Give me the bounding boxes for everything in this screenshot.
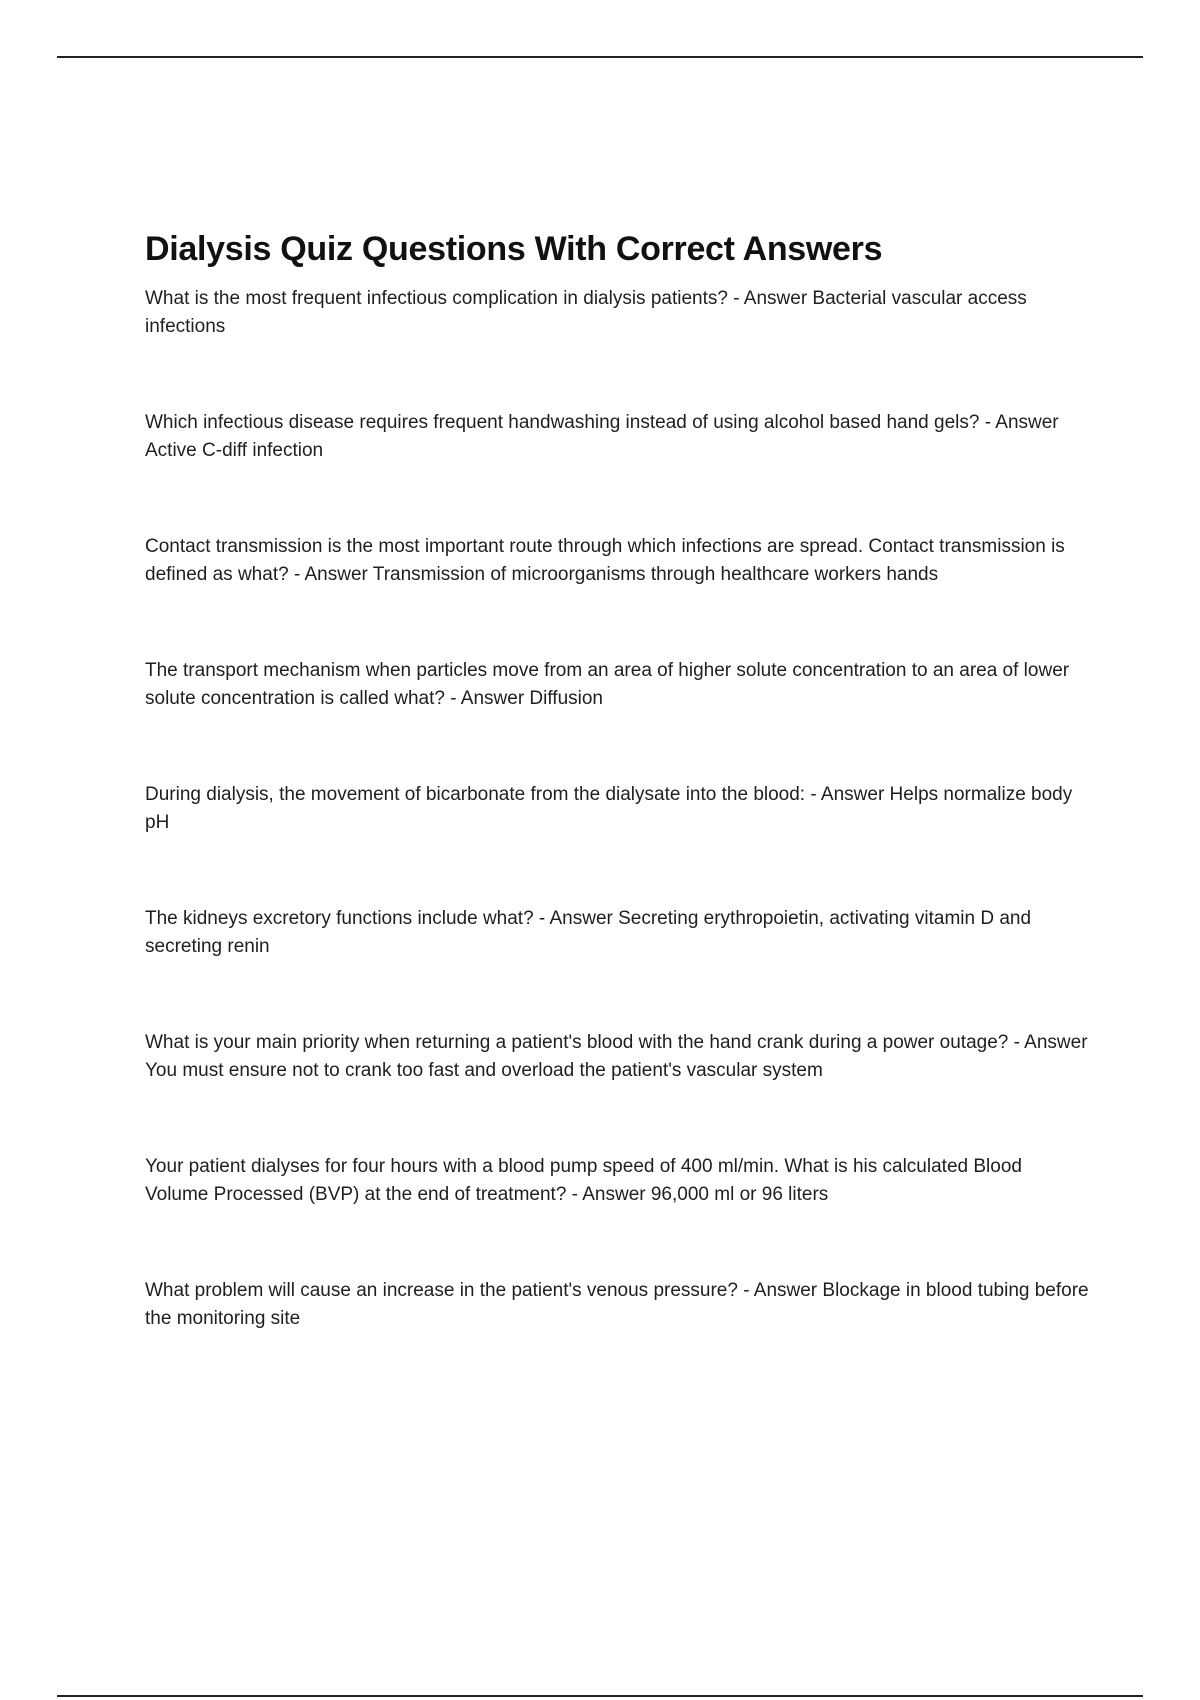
qa-item: The transport mechanism when particles move from an area of higher solute concentration to an area of lower solute concentration is called what? - Answer Diffusion — [145, 660, 1070, 709]
document-title: Dialysis Quiz Questions With Correct Answers — [145, 230, 883, 268]
qa-item: The kidneys excretory functions include what? - Answer Secreting erythropoietin, activating vitamin D and secreting renin — [145, 908, 1032, 957]
qa-item: What is your main priority when returning a patient's blood with the hand crank during a power outage? - Answer You must ensure not to crank too fast and overload the patient's vascular system — [145, 1032, 1088, 1081]
qa-item: Your patient dialyses for four hours with a blood pump speed of 400 ml/min. What is his calculated Blood Volume Processed (BVP) at the end of treatment? - Answer 96,000 ml or 96 liters — [145, 1156, 1022, 1205]
top-rule — [57, 56, 1143, 58]
qa-item: What problem will cause an increase in the patient's venous pressure? - Answer Blockage in blood tubing before the monitoring site — [145, 1280, 1089, 1329]
qa-item: Contact transmission is the most important route through which infections are spread. Contact transmission is defined as what? - Answer Transmission of microorganisms through healthcare workers hands — [145, 536, 1065, 585]
qa-item: What is the most frequent infectious complication in dialysis patients? - Answer Bacterial vascular access infections — [145, 288, 1027, 337]
document-body — [145, 225, 1090, 1333]
qa-item: Which infectious disease requires frequent handwashing instead of using alcohol based hand gels? - Answer Active C-diff infection — [145, 412, 1059, 461]
bottom-rule — [57, 1695, 1143, 1697]
qa-list — [145, 285, 1090, 1333]
qa-item: During dialysis, the movement of bicarbonate from the dialysate into the blood: - Answer Helps normalize body pH — [145, 784, 1073, 833]
